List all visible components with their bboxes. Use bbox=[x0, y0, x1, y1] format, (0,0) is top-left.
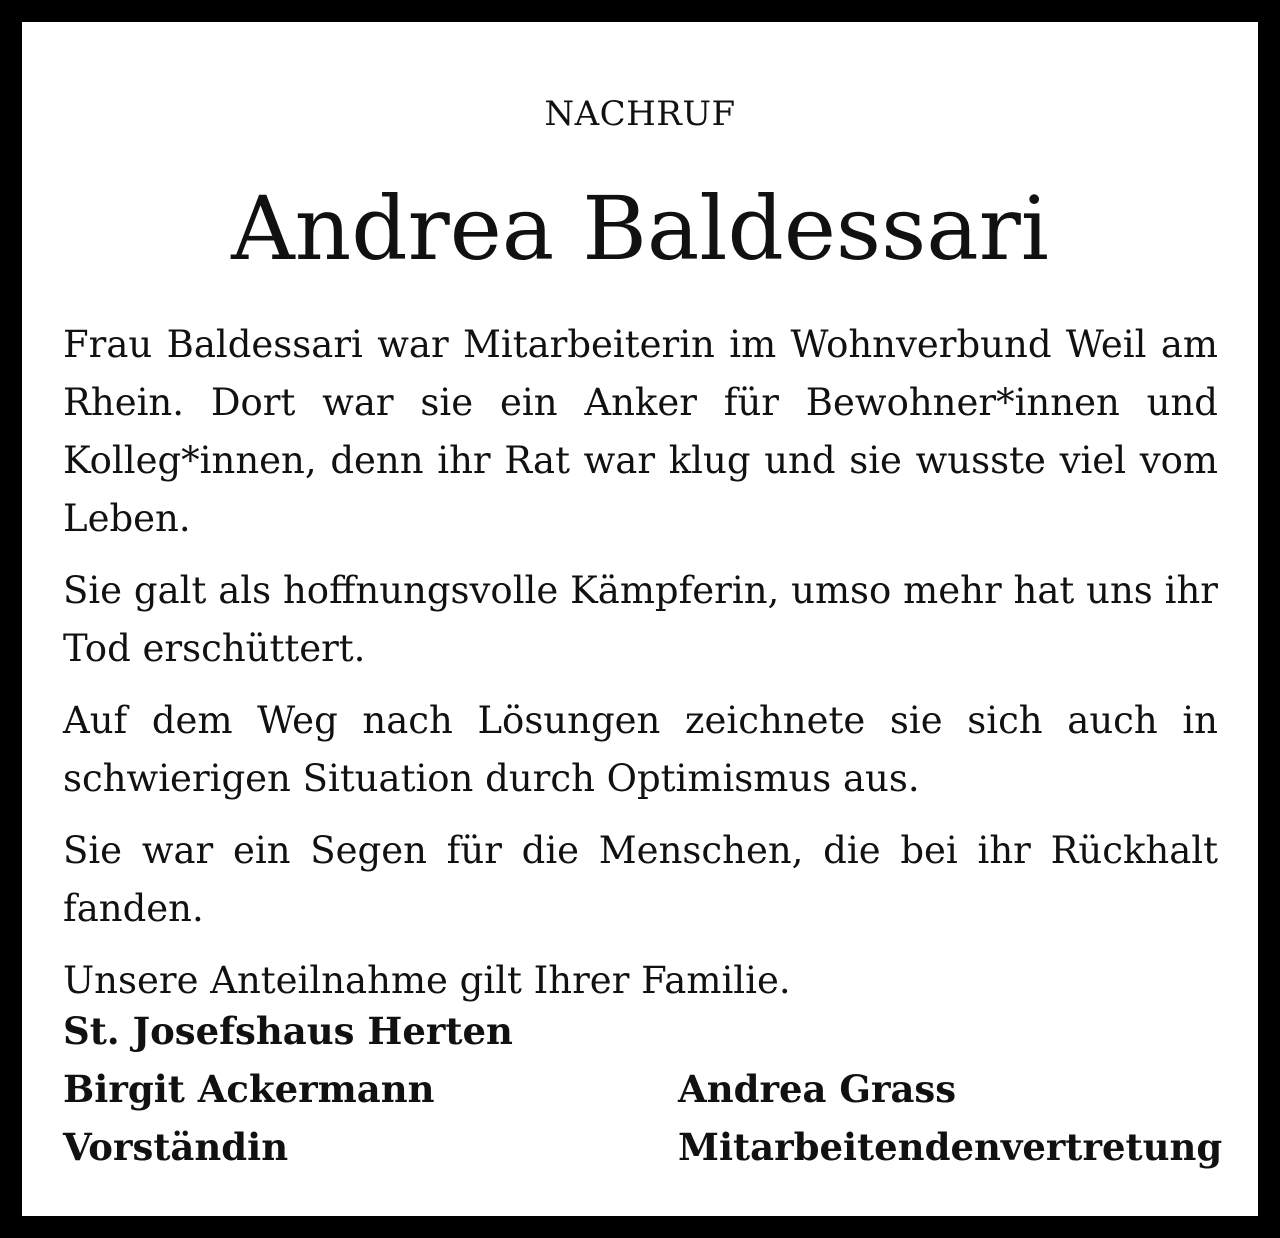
signature-block bbox=[63, 1002, 1223, 1176]
signature-columns bbox=[63, 1060, 1223, 1176]
notice-paragraph: Frau Baldessari war Mitarbeiterin im Wohnverbund Weil am Rhein. Dort war sie ein Anker für Bewohner*innen und Kolleg*innen, denn ihr Rat war klug und sie wusste viel vom Leben. bbox=[63, 323, 1218, 540]
signature-left bbox=[63, 1060, 435, 1176]
notice-paragraph: Unsere Anteilnahme gilt Ihrer Familie. bbox=[63, 959, 791, 1002]
signer-role: Mitarbeitendenvertretung bbox=[678, 1125, 1223, 1169]
signature-right bbox=[678, 1060, 1223, 1176]
notice-body bbox=[63, 316, 1218, 1024]
signer-name: Birgit Ackermann bbox=[63, 1067, 435, 1111]
signer-name: Andrea Grass bbox=[678, 1067, 957, 1111]
notice-label: NACHRUF bbox=[544, 94, 736, 134]
notice-paragraph: Auf dem Weg nach Lösungen zeichnete sie sich auch in schwierigen Situation durch Optimismus aus. bbox=[63, 699, 1218, 800]
signer-role: Vorständin bbox=[63, 1125, 289, 1169]
deceased-name: Andrea Baldessari bbox=[231, 177, 1049, 280]
signature-organization: St. Josefshaus Herten bbox=[63, 1009, 513, 1053]
obituary-notice bbox=[22, 22, 1258, 1216]
notice-paragraph: Sie war ein Segen für die Menschen, die bei ihr Rückhalt fanden. bbox=[63, 829, 1218, 930]
notice-paragraph: Sie galt als hoffnungsvolle Kämpferin, umso mehr hat uns ihr Tod erschüttert. bbox=[63, 569, 1218, 670]
